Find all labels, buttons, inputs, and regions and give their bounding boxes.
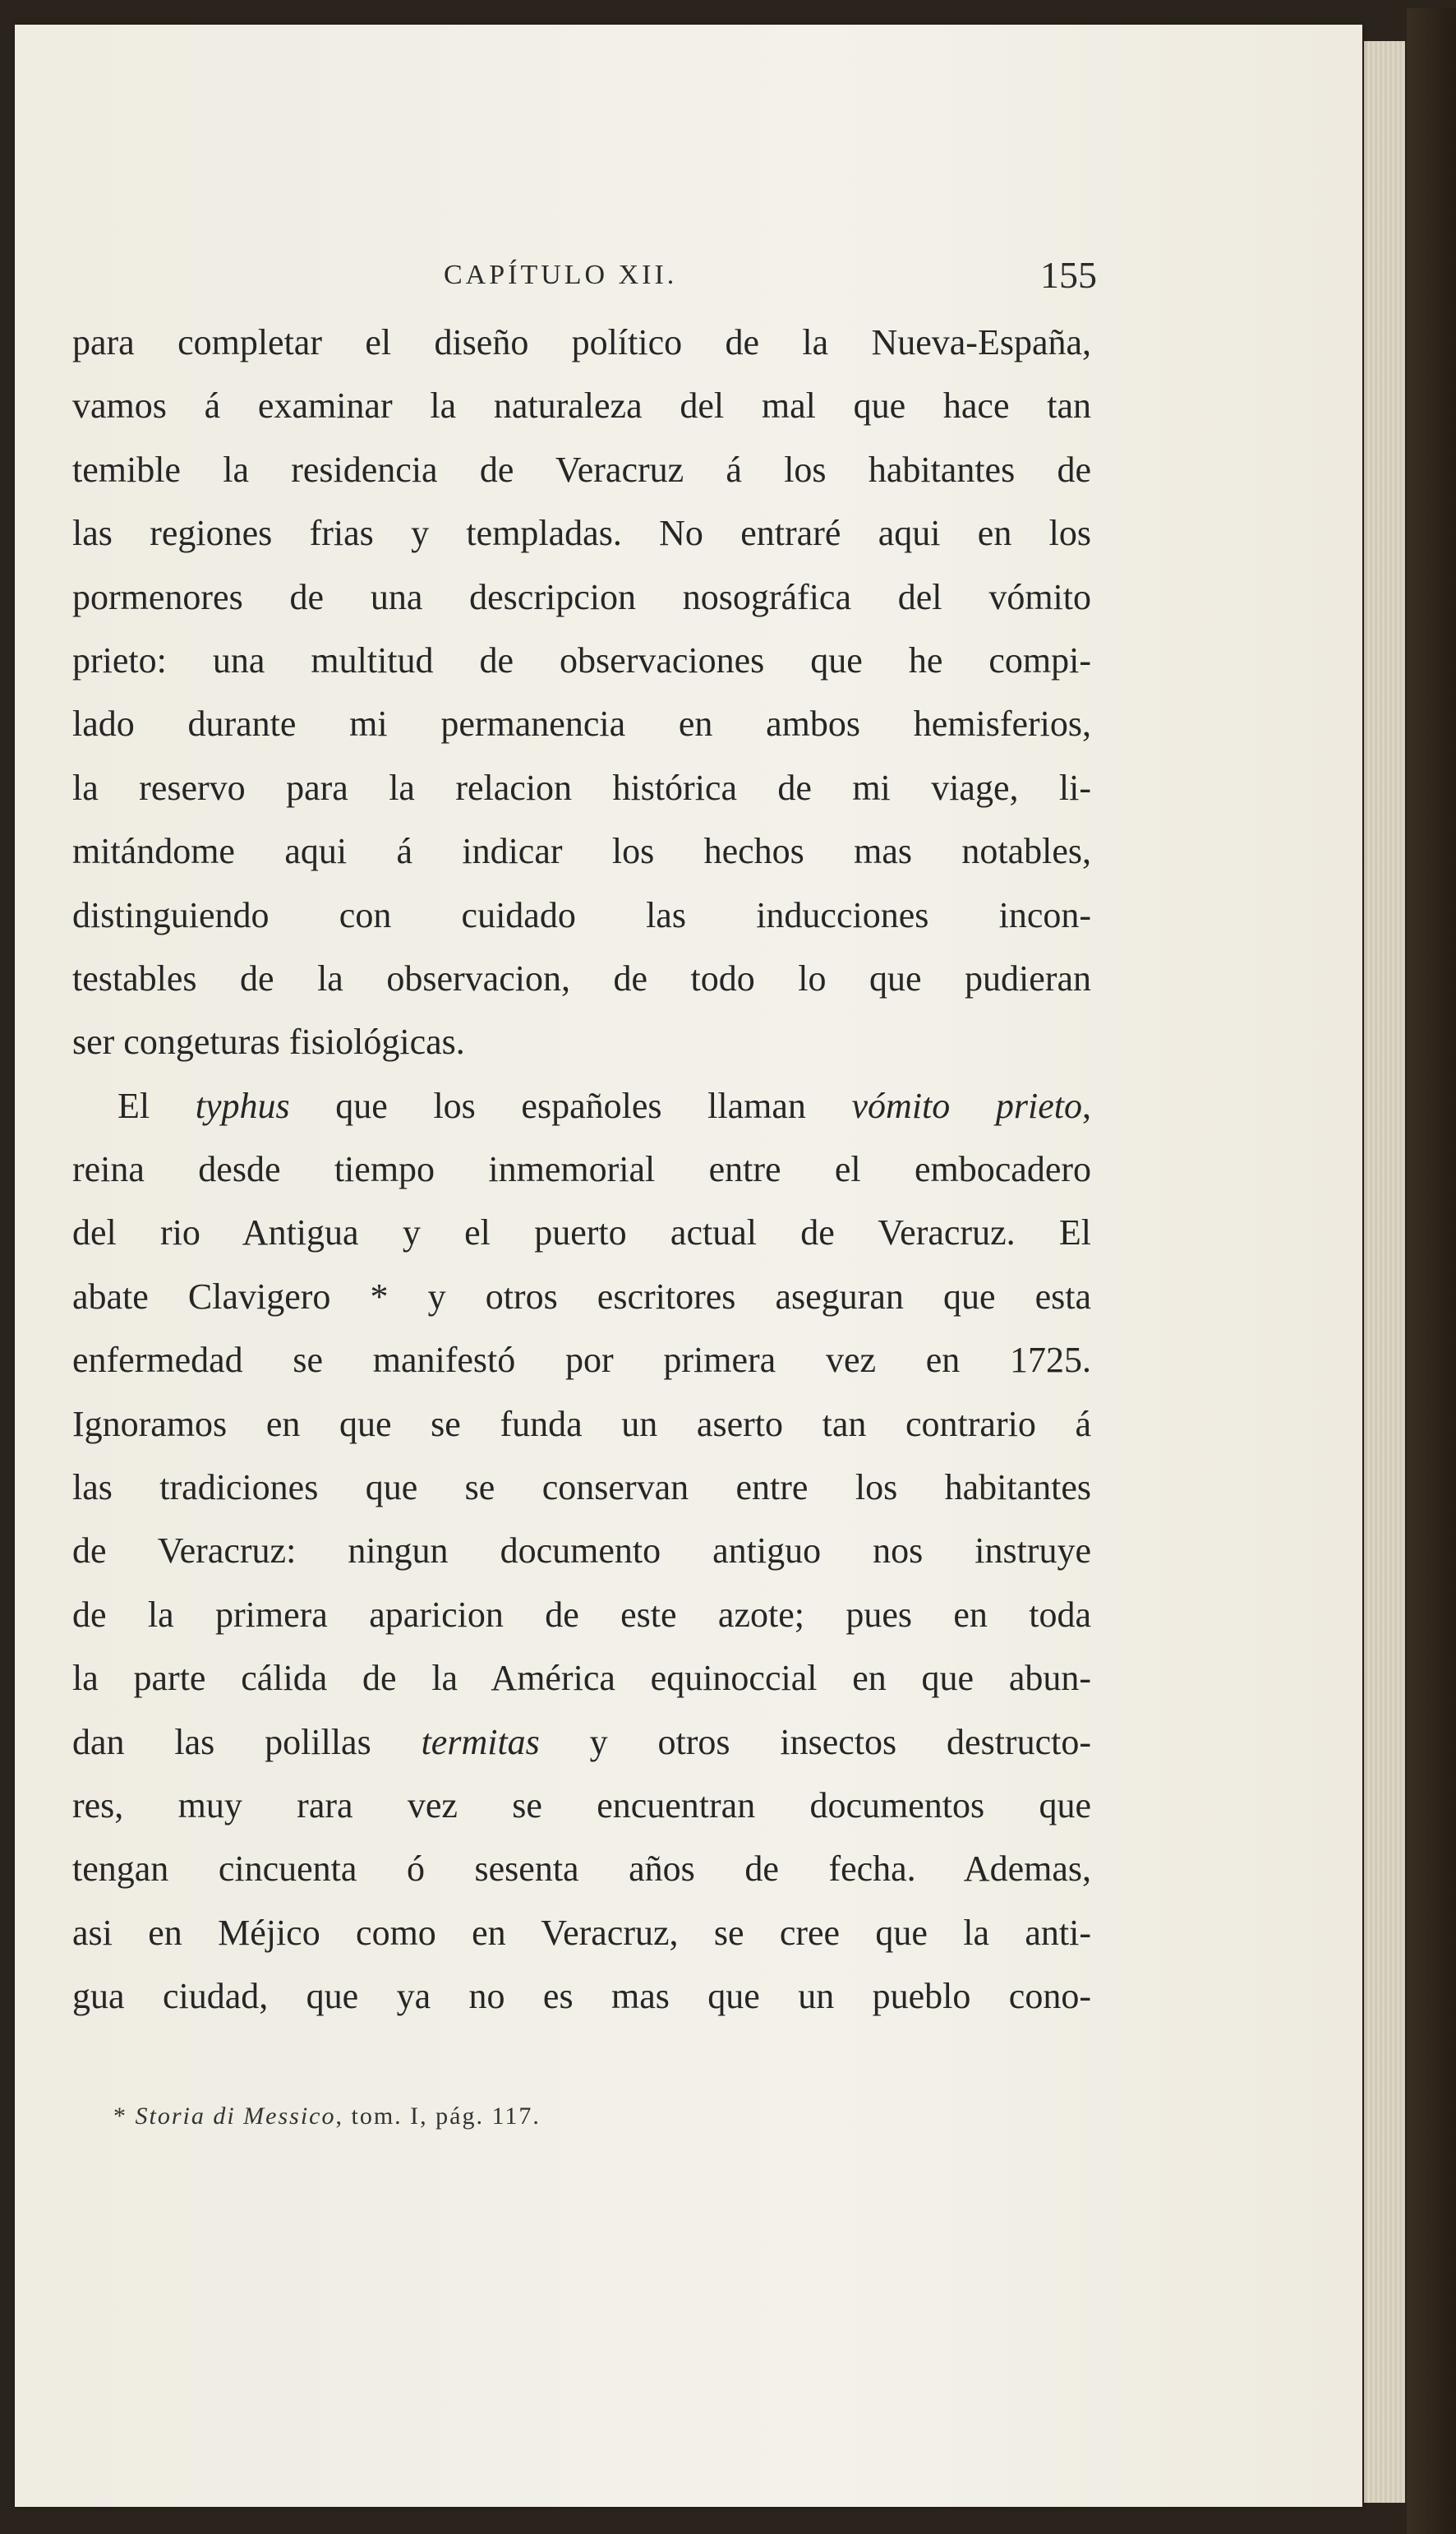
italic-term: termitas [421, 1721, 540, 1762]
italic-term: vómito prieto [851, 1085, 1083, 1126]
text-run: y otros insectos destructo- [539, 1721, 1091, 1762]
text-line: enfermedad se manifestó por primera vez en 1725. [72, 1340, 1091, 1381]
text-line: del rio Antigua y el puerto actual de Veracruz. El [72, 1212, 1091, 1253]
footnote-reference: , tom. I, pág. 117. [335, 2102, 541, 2130]
text-line: tengan cincuenta ó sesenta años de fecha. Ademas, [72, 1849, 1091, 1890]
text-line: temible la residencia de Veracruz á los habitantes de [72, 449, 1091, 490]
text-run: El [117, 1085, 196, 1126]
footnote-mark: * [113, 2102, 136, 2130]
footnote [113, 2102, 541, 2130]
text-line: vamos á examinar la naturaleza del mal que hace tan [72, 385, 1091, 427]
text-line: testables de la observacion, de todo lo que pudieran [72, 958, 1091, 999]
text-line: reina desde tiempo inmemorial entre el embocadero [72, 1149, 1091, 1190]
text-line: de Veracruz: ningun documento antiguo nos instruye [72, 1530, 1091, 1572]
text-run: dan las polillas [72, 1721, 422, 1762]
text-line: Ignoramos en que se funda un aserto tan contrario á [72, 1403, 1091, 1444]
text-line: asi en Méjico como en Veracruz, se cree que la anti- [72, 1912, 1091, 1953]
text-line: distinguiendo con cuidado las inducciones incon- [72, 894, 1091, 935]
text-line: la reservo para la relacion histórica de mi viage, li- [72, 767, 1091, 808]
book-cover-edge [1407, 8, 1456, 2534]
text-line: para completar el diseño político de la Nueva-España, [72, 322, 1091, 362]
text-line: res, muy rara vez se encuentran documentos que [72, 1784, 1091, 1825]
chapter-heading: CAPÍTULO XII. [444, 260, 678, 290]
text-line: ser congeturas fisiológicas. [72, 1022, 465, 1063]
text-line [72, 1710, 1091, 1774]
text-line: la parte cálida de la América equinoccial en que abun- [72, 1658, 1091, 1699]
text-line: de la primera aparicion de este azote; pues en toda [72, 1594, 1091, 1635]
text-line [72, 1074, 1091, 1138]
text-line: las regiones frias y templadas. No entraré aqui en los [72, 513, 1091, 554]
text-line: lado durante mi permanencia en ambos hemisferios, [72, 704, 1091, 745]
text-run: , [1082, 1085, 1092, 1126]
running-head [74, 253, 1097, 302]
text-line: mitándome aqui á indicar los hechos mas notables, [72, 831, 1091, 872]
page-edges [1364, 41, 1405, 2503]
text-line: pormenores de una descripcion nosográfica del vómito [72, 576, 1091, 617]
text-run: que los españoles llaman [289, 1085, 852, 1126]
page-number: 155 [1040, 254, 1097, 296]
footnote-title: Storia di Messico [135, 2102, 336, 2130]
text-line: abate Clavigero * y otros escritores aseguran que esta [72, 1276, 1091, 1317]
body-text [72, 311, 1091, 2029]
italic-term: typhus [195, 1085, 290, 1126]
text-line: las tradiciones que se conservan entre los habitantes [72, 1467, 1091, 1508]
text-line: prieto: una multitud de observaciones que he compi- [72, 639, 1091, 681]
text-line: gua ciudad, que ya no es mas que un pueblo cono- [72, 1976, 1091, 2017]
